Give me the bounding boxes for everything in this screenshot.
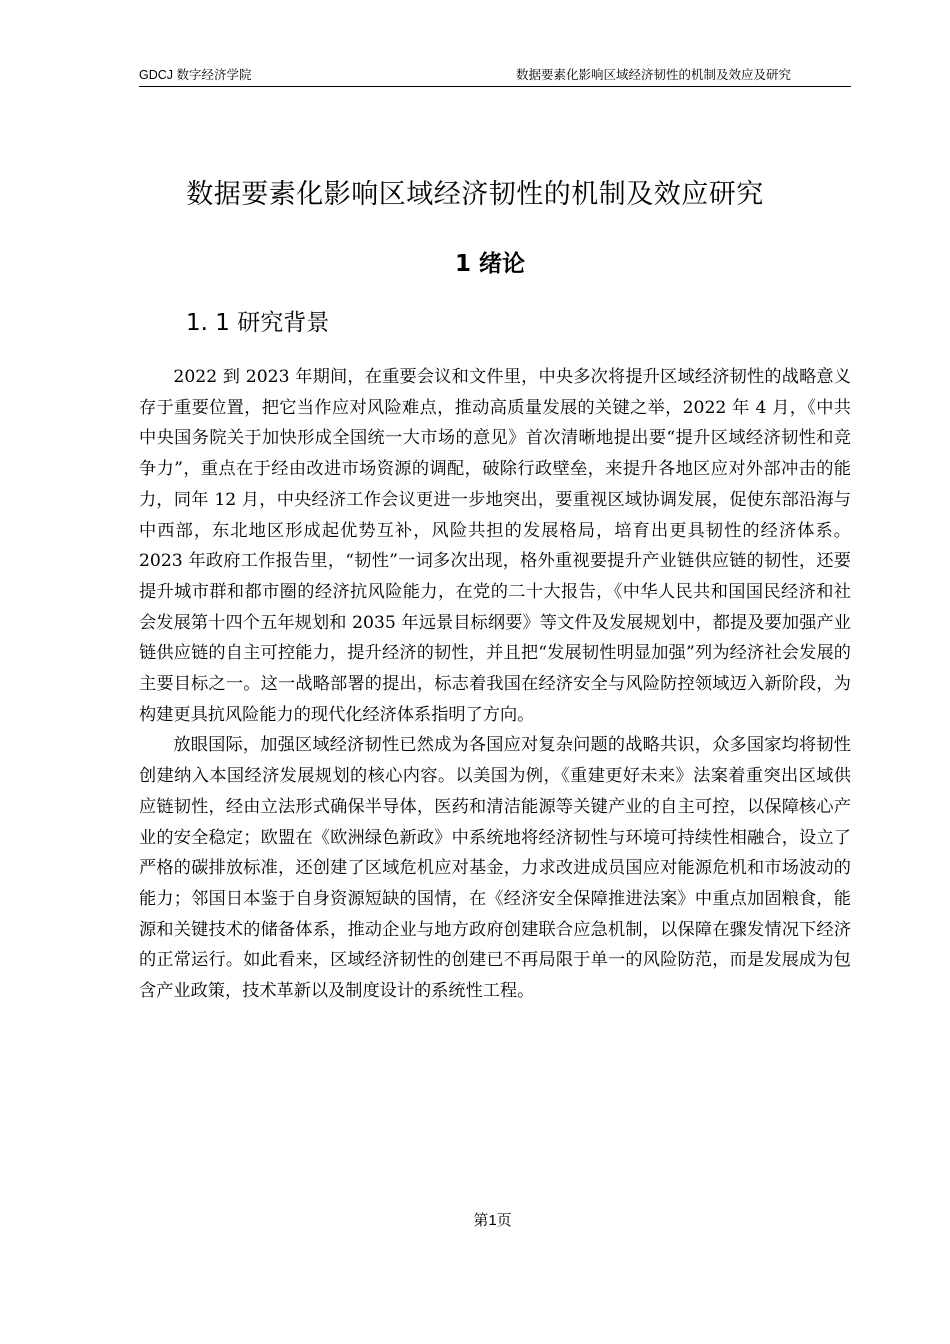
paragraph: 2022 到 2023 年期间，在重要会议和文件里，中央多次将提升区域经济韧性的战略意义存于重要位置，把它当作应对风险难点，推动高质量发展的关键之举，2022 年 4 月，《中共中央国务院关于加快形成全国统一大市场的意见》首次清晰地提出要“提升区域经济韧性和竞争力”，重点在于经由改进市场资源的调配，破除行政壁垒，来提升各地区应对外部冲击的能力，同年 12 月，中央经济工作会议更进一步地突出，要重视区域协调发展，促使东部沿海与中西部，东北地区形成起优势互补，风险共担的发展格局，培育出更具韧性的经济体系。2023 年政府工作报告里，“韧性”一词多次出现，格外重视要提升产业链供应链的韧性，还要提升城市群和都市圈的经济抗风险能力，在党的二十大报告，《中华人民共和国国民经济和社会发展第十四个五年规划和 2035 年远景目标纲要》等文件及发展规划中，都提及要加强产业链供应链的自主可控能力，提升经济的韧性，并且把“发展韧性明显加强”列为经济社会发展的主要目标之一。这一战略部署的提出，标志着我国在经济安全与风险防控领域迈入新阶段，为构建更具抗风险能力的现代化经济体系指明了方向。 (139, 367, 851, 725)
page-header (139, 66, 851, 87)
chapter-heading: 1 绪论 (454, 251, 525, 277)
header-institution: GDCJ 数字经济学院 (139, 68, 252, 82)
document-title: 数据要素化影响区域经济韧性的机制及效应研究 (186, 179, 764, 210)
paragraph: 放眼国际，加强区域经济韧性已然成为各国应对复杂问题的战略共识，众多国家均将韧性创建纳入本国经济发展规划的核心内容。以美国为例，《重建更好未来》法案着重突出区域供应链韧性，经由立法形式确保半导体，医药和清洁能源等关键产业的自主可控，以保障核心产业的安全稳定；欧盟在《欧洲绿色新政》中系统地将经济韧性与环境可持续性相融合，设立了严格的碳排放标准，还创建了区域危机应对基金，力求改进成员国应对能源危机和市场波动的能力；邻国日本鉴于自身资源短缺的国情，在《经济安全保障推进法案》中重点加固粮食，能源和关键技术的储备体系，推动企业与地方政府创建联合应急机制，以保障在骤发情况下经济的正常运行。如此看来，区域经济韧性的创建已不再局限于单一的风险防范，而是发展成为包含产业政策，技术革新以及制度设计的系统性工程。 (139, 735, 851, 1002)
page-number: 第1页 (473, 1212, 512, 1229)
section-heading: 1. 1 研究背景 (186, 310, 330, 336)
body-text (139, 362, 851, 1007)
header-running-title: 数据要素化影响区域经济韧性的机制及效应及研究 (515, 68, 791, 82)
